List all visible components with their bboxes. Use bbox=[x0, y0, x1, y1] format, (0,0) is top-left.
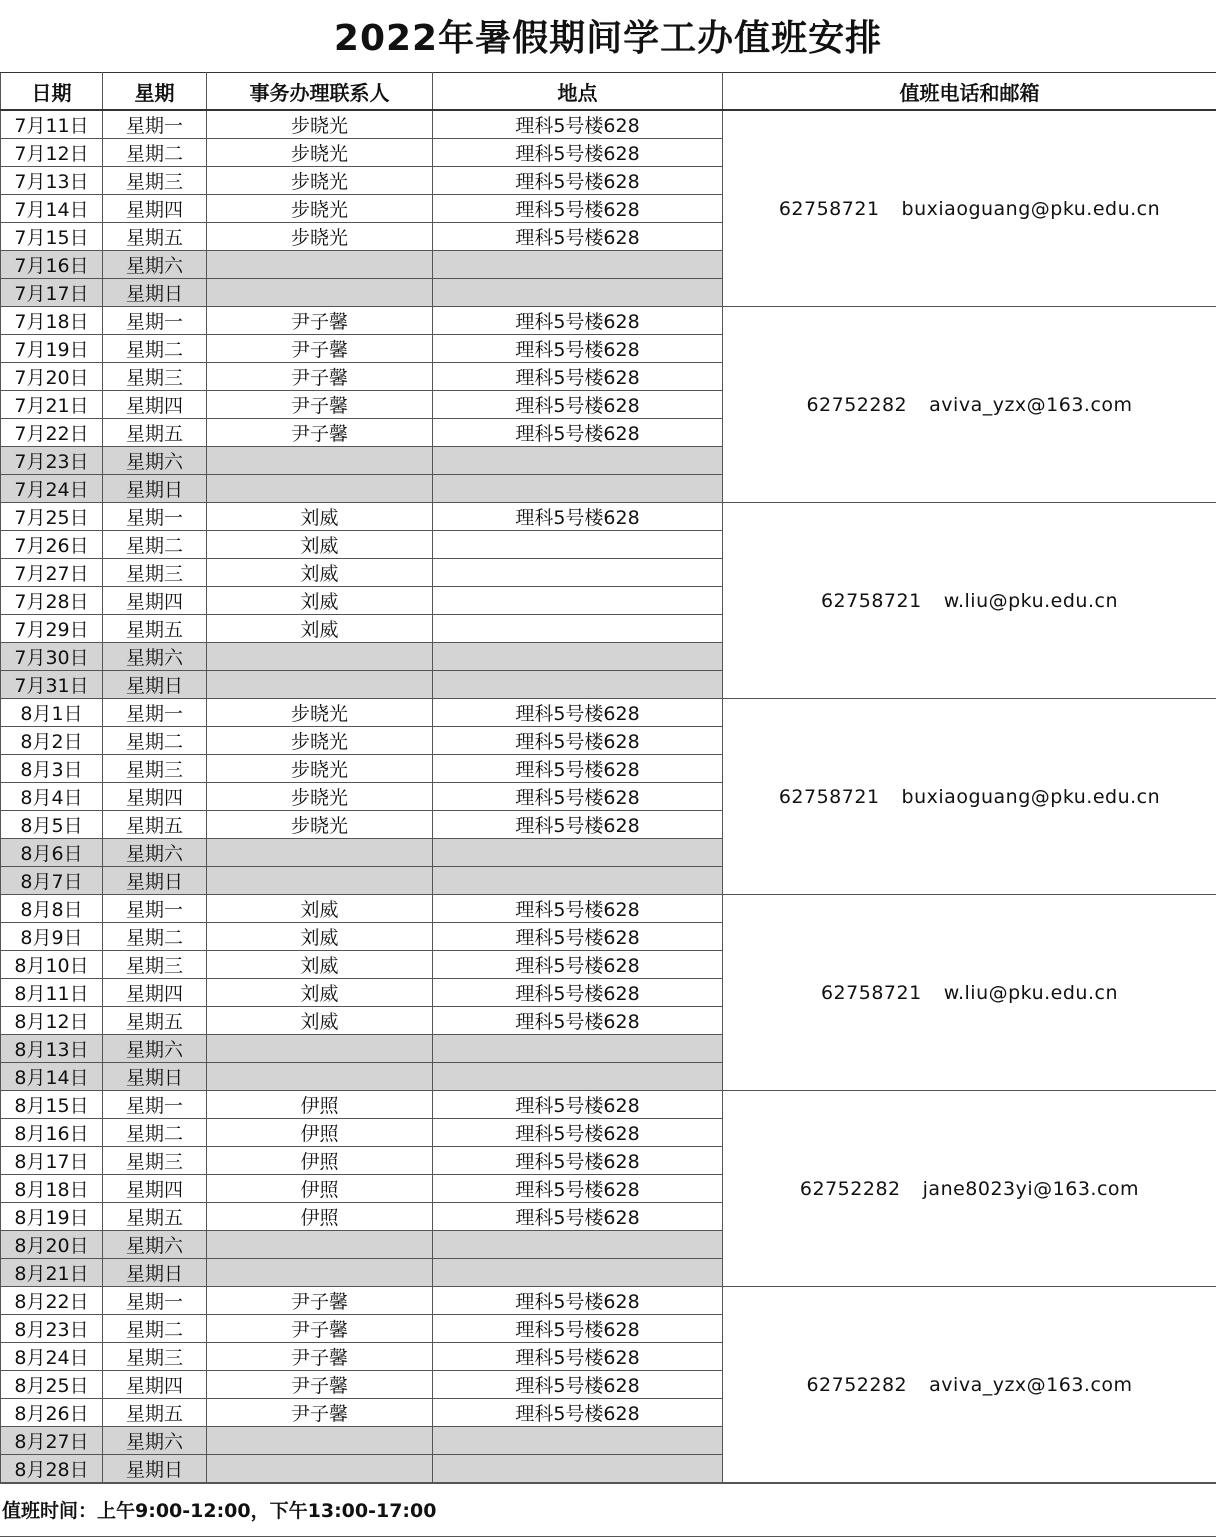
location-cell: 理科5号楼628 bbox=[433, 699, 723, 727]
date-cell: 7月22日 bbox=[1, 419, 103, 447]
contact-person-cell bbox=[207, 1063, 433, 1091]
header-location: 地点 bbox=[433, 73, 723, 111]
date-cell: 7月29日 bbox=[1, 615, 103, 643]
weekday-cell: 星期三 bbox=[103, 1147, 207, 1175]
date-cell: 8月15日 bbox=[1, 1091, 103, 1119]
weekday-cell: 星期五 bbox=[103, 1007, 207, 1035]
duty-phone: 62758721 bbox=[820, 589, 922, 612]
contact-person-cell: 步晓光 bbox=[207, 223, 433, 251]
location-cell bbox=[433, 587, 723, 615]
weekday-cell: 星期三 bbox=[103, 755, 207, 783]
location-cell: 理科5号楼628 bbox=[433, 1343, 723, 1371]
date-cell: 7月30日 bbox=[1, 643, 103, 671]
date-cell: 8月8日 bbox=[1, 895, 103, 923]
date-cell: 7月19日 bbox=[1, 335, 103, 363]
contact-person-cell: 刘威 bbox=[207, 923, 433, 951]
contact-person-cell: 步晓光 bbox=[207, 755, 433, 783]
date-cell: 8月13日 bbox=[1, 1035, 103, 1063]
weekday-cell: 星期日 bbox=[103, 475, 207, 503]
header-contact-person: 事务办理联系人 bbox=[207, 73, 433, 111]
weekday-cell: 星期二 bbox=[103, 727, 207, 755]
duty-contact-cell bbox=[723, 1287, 1216, 1483]
location-cell bbox=[433, 279, 723, 307]
weekday-cell: 星期六 bbox=[103, 643, 207, 671]
date-cell: 8月14日 bbox=[1, 1063, 103, 1091]
contact-person-cell: 步晓光 bbox=[207, 783, 433, 811]
contact-person-cell bbox=[207, 671, 433, 699]
duty-email: w.liu@pku.edu.cn bbox=[943, 981, 1119, 1004]
contact-person-cell: 步晓光 bbox=[207, 110, 433, 139]
duty-email: buxiaoguang@pku.edu.cn bbox=[901, 197, 1161, 220]
weekday-cell: 星期四 bbox=[103, 1175, 207, 1203]
weekday-cell: 星期二 bbox=[103, 139, 207, 167]
weekday-cell: 星期一 bbox=[103, 503, 207, 531]
weekday-cell: 星期四 bbox=[103, 1371, 207, 1399]
weekday-cell: 星期四 bbox=[103, 195, 207, 223]
duty-contact-cell bbox=[723, 307, 1216, 503]
contact-person-cell: 步晓光 bbox=[207, 139, 433, 167]
location-cell: 理科5号楼628 bbox=[433, 391, 723, 419]
weekday-cell: 星期五 bbox=[103, 615, 207, 643]
location-cell bbox=[433, 559, 723, 587]
contact-person-cell bbox=[207, 867, 433, 895]
location-cell bbox=[433, 671, 723, 699]
duty-phone: 62752282 bbox=[806, 1373, 908, 1396]
date-cell: 8月28日 bbox=[1, 1455, 103, 1483]
duty-email: aviva_yzx@163.com bbox=[929, 1373, 1133, 1396]
weekday-cell: 星期六 bbox=[103, 1427, 207, 1455]
date-cell: 7月17日 bbox=[1, 279, 103, 307]
weekday-cell: 星期一 bbox=[103, 110, 207, 139]
location-cell: 理科5号楼628 bbox=[433, 1315, 723, 1343]
date-cell: 8月11日 bbox=[1, 979, 103, 1007]
weekday-cell: 星期二 bbox=[103, 335, 207, 363]
date-cell: 7月27日 bbox=[1, 559, 103, 587]
date-cell: 8月3日 bbox=[1, 755, 103, 783]
location-cell bbox=[433, 1035, 723, 1063]
date-cell: 7月13日 bbox=[1, 167, 103, 195]
weekday-cell: 星期一 bbox=[103, 1287, 207, 1315]
weekday-cell: 星期日 bbox=[103, 867, 207, 895]
weekday-cell: 星期五 bbox=[103, 811, 207, 839]
contact-person-cell: 尹子馨 bbox=[207, 391, 433, 419]
location-cell bbox=[433, 867, 723, 895]
table-row bbox=[1, 699, 1216, 727]
weekday-cell: 星期三 bbox=[103, 1343, 207, 1371]
table-row bbox=[1, 1287, 1216, 1315]
contact-person-cell bbox=[207, 1231, 433, 1259]
duty-phone: 62758721 bbox=[778, 785, 880, 808]
weekday-cell: 星期五 bbox=[103, 223, 207, 251]
duty-contact-cell bbox=[723, 699, 1216, 895]
duty-contact-cell bbox=[723, 895, 1216, 1091]
weekday-cell: 星期日 bbox=[103, 1259, 207, 1287]
location-cell: 理科5号楼628 bbox=[433, 1287, 723, 1315]
contact-person-cell: 尹子馨 bbox=[207, 1343, 433, 1371]
location-cell bbox=[433, 1455, 723, 1483]
location-cell: 理科5号楼628 bbox=[433, 419, 723, 447]
contact-person-cell: 伊照 bbox=[207, 1203, 433, 1231]
location-cell: 理科5号楼628 bbox=[433, 1175, 723, 1203]
location-cell: 理科5号楼628 bbox=[433, 195, 723, 223]
weekday-cell: 星期六 bbox=[103, 1231, 207, 1259]
date-cell: 7月12日 bbox=[1, 139, 103, 167]
weekday-cell: 星期四 bbox=[103, 783, 207, 811]
contact-person-cell bbox=[207, 251, 433, 279]
contact-person-cell bbox=[207, 447, 433, 475]
duty-contact-cell bbox=[723, 503, 1216, 699]
table-header-row bbox=[1, 73, 1216, 111]
location-cell: 理科5号楼628 bbox=[433, 1371, 723, 1399]
weekday-cell: 星期日 bbox=[103, 1455, 207, 1483]
weekday-cell: 星期六 bbox=[103, 447, 207, 475]
duty-phone: 62758721 bbox=[820, 981, 922, 1004]
weekday-cell: 星期一 bbox=[103, 1091, 207, 1119]
date-cell: 8月26日 bbox=[1, 1399, 103, 1427]
duty-phone: 62752282 bbox=[806, 393, 908, 416]
contact-person-cell: 尹子馨 bbox=[207, 1399, 433, 1427]
page-title: 2022年暑假期间学工办值班安排 bbox=[333, 18, 883, 59]
duty-email: aviva_yzx@163.com bbox=[929, 393, 1133, 416]
location-cell bbox=[433, 475, 723, 503]
contact-person-cell: 刘威 bbox=[207, 1007, 433, 1035]
date-cell: 7月18日 bbox=[1, 307, 103, 335]
contact-person-cell: 刘威 bbox=[207, 503, 433, 531]
contact-person-cell bbox=[207, 643, 433, 671]
weekday-cell: 星期日 bbox=[103, 279, 207, 307]
weekday-cell: 星期四 bbox=[103, 979, 207, 1007]
contact-person-cell: 刘威 bbox=[207, 979, 433, 1007]
location-cell bbox=[433, 839, 723, 867]
location-cell bbox=[433, 615, 723, 643]
duty-email: jane8023yi@163.com bbox=[922, 1177, 1140, 1200]
location-cell: 理科5号楼628 bbox=[433, 335, 723, 363]
weekday-cell: 星期六 bbox=[103, 251, 207, 279]
contact-person-cell bbox=[207, 1259, 433, 1287]
date-cell: 8月24日 bbox=[1, 1343, 103, 1371]
location-cell: 理科5号楼628 bbox=[433, 1119, 723, 1147]
date-cell: 8月21日 bbox=[1, 1259, 103, 1287]
duty-phone: 62752282 bbox=[799, 1177, 901, 1200]
contact-person-cell: 尹子馨 bbox=[207, 1287, 433, 1315]
table-row bbox=[1, 503, 1216, 531]
date-cell: 7月11日 bbox=[1, 110, 103, 139]
weekday-cell: 星期五 bbox=[103, 419, 207, 447]
schedule-body bbox=[1, 110, 1216, 1483]
date-cell: 8月23日 bbox=[1, 1315, 103, 1343]
location-cell: 理科5号楼628 bbox=[433, 811, 723, 839]
contact-person-cell: 步晓光 bbox=[207, 811, 433, 839]
date-cell: 7月28日 bbox=[1, 587, 103, 615]
duty-contact-cell bbox=[723, 110, 1216, 307]
weekday-cell: 星期一 bbox=[103, 895, 207, 923]
location-cell: 理科5号楼628 bbox=[433, 363, 723, 391]
date-cell: 8月19日 bbox=[1, 1203, 103, 1231]
table-row bbox=[1, 307, 1216, 335]
date-cell: 7月26日 bbox=[1, 531, 103, 559]
weekday-cell: 星期六 bbox=[103, 839, 207, 867]
date-cell: 8月2日 bbox=[1, 727, 103, 755]
weekday-cell: 星期四 bbox=[103, 391, 207, 419]
date-cell: 8月7日 bbox=[1, 867, 103, 895]
location-cell: 理科5号楼628 bbox=[433, 1147, 723, 1175]
location-cell: 理科5号楼628 bbox=[433, 1203, 723, 1231]
date-cell: 8月25日 bbox=[1, 1371, 103, 1399]
contact-person-cell: 伊照 bbox=[207, 1119, 433, 1147]
contact-person-cell: 刘威 bbox=[207, 559, 433, 587]
location-cell bbox=[433, 1259, 723, 1287]
weekday-cell: 星期六 bbox=[103, 1035, 207, 1063]
date-cell: 8月1日 bbox=[1, 699, 103, 727]
location-cell: 理科5号楼628 bbox=[433, 895, 723, 923]
weekday-cell: 星期三 bbox=[103, 167, 207, 195]
location-cell: 理科5号楼628 bbox=[433, 923, 723, 951]
contact-person-cell bbox=[207, 1427, 433, 1455]
date-cell: 7月21日 bbox=[1, 391, 103, 419]
duty-email: buxiaoguang@pku.edu.cn bbox=[901, 785, 1161, 808]
location-cell bbox=[433, 643, 723, 671]
location-cell: 理科5号楼628 bbox=[433, 1007, 723, 1035]
location-cell bbox=[433, 447, 723, 475]
contact-person-cell: 尹子馨 bbox=[207, 1371, 433, 1399]
contact-person-cell: 步晓光 bbox=[207, 727, 433, 755]
weekday-cell: 星期五 bbox=[103, 1399, 207, 1427]
location-cell: 理科5号楼628 bbox=[433, 110, 723, 139]
location-cell bbox=[433, 531, 723, 559]
duty-schedule-table bbox=[0, 72, 1216, 1483]
date-cell: 8月27日 bbox=[1, 1427, 103, 1455]
weekday-cell: 星期二 bbox=[103, 923, 207, 951]
date-cell: 8月6日 bbox=[1, 839, 103, 867]
header-weekday: 星期 bbox=[103, 73, 207, 111]
date-cell: 8月10日 bbox=[1, 951, 103, 979]
location-cell: 理科5号楼628 bbox=[433, 139, 723, 167]
location-cell: 理科5号楼628 bbox=[433, 503, 723, 531]
weekday-cell: 星期三 bbox=[103, 363, 207, 391]
contact-person-cell bbox=[207, 1035, 433, 1063]
weekday-cell: 星期三 bbox=[103, 951, 207, 979]
location-cell: 理科5号楼628 bbox=[433, 167, 723, 195]
weekday-cell: 星期日 bbox=[103, 1063, 207, 1091]
duty-hours-note: 值班时间：上午9:00-12:00，下午13:00-17:00 bbox=[0, 1483, 1216, 1537]
header-date: 日期 bbox=[1, 73, 103, 111]
date-cell: 7月20日 bbox=[1, 363, 103, 391]
date-cell: 8月17日 bbox=[1, 1147, 103, 1175]
duty-email: w.liu@pku.edu.cn bbox=[943, 589, 1119, 612]
contact-person-cell: 尹子馨 bbox=[207, 363, 433, 391]
weekday-cell: 星期二 bbox=[103, 531, 207, 559]
contact-person-cell: 尹子馨 bbox=[207, 419, 433, 447]
date-cell: 8月16日 bbox=[1, 1119, 103, 1147]
date-cell: 8月22日 bbox=[1, 1287, 103, 1315]
contact-person-cell: 刘威 bbox=[207, 951, 433, 979]
weekday-cell: 星期三 bbox=[103, 559, 207, 587]
weekday-cell: 星期一 bbox=[103, 699, 207, 727]
date-cell: 7月14日 bbox=[1, 195, 103, 223]
contact-person-cell: 刘威 bbox=[207, 587, 433, 615]
duty-phone: 62758721 bbox=[778, 197, 880, 220]
weekday-cell: 星期二 bbox=[103, 1315, 207, 1343]
contact-person-cell: 刘威 bbox=[207, 895, 433, 923]
contact-person-cell bbox=[207, 279, 433, 307]
location-cell: 理科5号楼628 bbox=[433, 951, 723, 979]
weekday-cell: 星期日 bbox=[103, 671, 207, 699]
location-cell: 理科5号楼628 bbox=[433, 1399, 723, 1427]
weekday-cell: 星期五 bbox=[103, 1203, 207, 1231]
location-cell bbox=[433, 1063, 723, 1091]
contact-person-cell: 尹子馨 bbox=[207, 1315, 433, 1343]
contact-person-cell: 刘威 bbox=[207, 615, 433, 643]
date-cell: 8月18日 bbox=[1, 1175, 103, 1203]
location-cell: 理科5号楼628 bbox=[433, 979, 723, 1007]
location-cell bbox=[433, 251, 723, 279]
location-cell: 理科5号楼628 bbox=[433, 307, 723, 335]
date-cell: 8月12日 bbox=[1, 1007, 103, 1035]
location-cell bbox=[433, 1231, 723, 1259]
contact-person-cell bbox=[207, 1455, 433, 1483]
date-cell: 8月4日 bbox=[1, 783, 103, 811]
header-phone-email: 值班电话和邮箱 bbox=[723, 73, 1216, 111]
contact-person-cell: 伊照 bbox=[207, 1175, 433, 1203]
date-cell: 7月16日 bbox=[1, 251, 103, 279]
date-cell: 8月5日 bbox=[1, 811, 103, 839]
contact-person-cell: 伊照 bbox=[207, 1091, 433, 1119]
location-cell: 理科5号楼628 bbox=[433, 727, 723, 755]
contact-person-cell: 步晓光 bbox=[207, 699, 433, 727]
location-cell: 理科5号楼628 bbox=[433, 223, 723, 251]
table-row bbox=[1, 1091, 1216, 1119]
weekday-cell: 星期一 bbox=[103, 307, 207, 335]
table-row bbox=[1, 895, 1216, 923]
date-cell: 8月9日 bbox=[1, 923, 103, 951]
date-cell: 7月15日 bbox=[1, 223, 103, 251]
location-cell: 理科5号楼628 bbox=[433, 783, 723, 811]
contact-person-cell: 步晓光 bbox=[207, 195, 433, 223]
location-cell: 理科5号楼628 bbox=[433, 755, 723, 783]
duty-contact-cell bbox=[723, 1091, 1216, 1287]
date-cell: 7月24日 bbox=[1, 475, 103, 503]
contact-person-cell: 尹子馨 bbox=[207, 335, 433, 363]
contact-person-cell bbox=[207, 475, 433, 503]
contact-person-cell: 步晓光 bbox=[207, 167, 433, 195]
table-row bbox=[1, 110, 1216, 139]
contact-person-cell bbox=[207, 839, 433, 867]
contact-person-cell: 伊照 bbox=[207, 1147, 433, 1175]
location-cell: 理科5号楼628 bbox=[433, 1091, 723, 1119]
weekday-cell: 星期二 bbox=[103, 1119, 207, 1147]
location-cell bbox=[433, 1427, 723, 1455]
contact-person-cell: 刘威 bbox=[207, 531, 433, 559]
date-cell: 7月31日 bbox=[1, 671, 103, 699]
weekday-cell: 星期四 bbox=[103, 587, 207, 615]
contact-person-cell: 尹子馨 bbox=[207, 307, 433, 335]
date-cell: 7月23日 bbox=[1, 447, 103, 475]
date-cell: 7月25日 bbox=[1, 503, 103, 531]
date-cell: 8月20日 bbox=[1, 1231, 103, 1259]
